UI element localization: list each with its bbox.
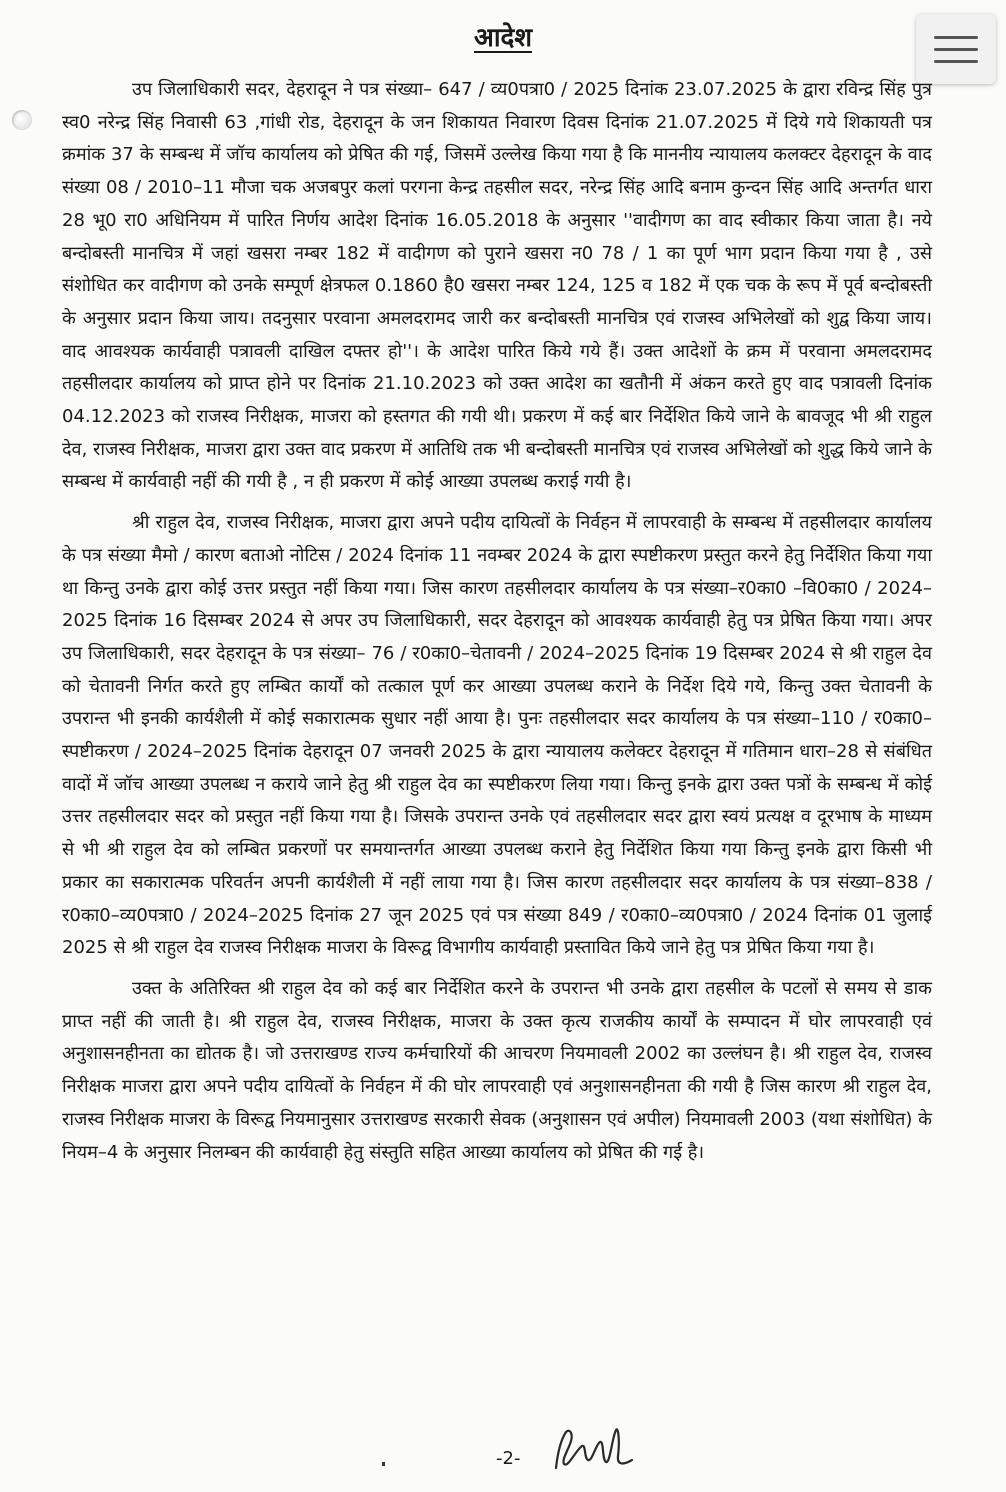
document-title: आदेश bbox=[473, 23, 533, 53]
document-body bbox=[62, 74, 932, 1177]
handwritten-signature-icon bbox=[548, 1420, 638, 1480]
ink-dot-mark bbox=[382, 1462, 385, 1466]
paragraph-1: उप जिलाधिकारी सदर, देहरादून ने पत्र संख्या– 647 / व्य0पत्रा0 / 2025 दिनांक 23.07.2025 के द्वारा रविन्द्र सिंह पुत्र स्व0 नरेन्द्र सिंह निवासी 63 ,गांधी रोड, देहरादून के जन शिकायत निवारण दिवस दिनांक 21.07.2025 में दिये गये शिकायती पत्र क्रमांक 37 के सम्बन्ध में जॉच कार्यालय को प्रेषित की गई, जिसमें उल्लेख किया गया है कि माननीय न्यायालय कलक्टर देहरादून के वाद संख्या 08 / 2010–11 मौजा चक अजबपुर कलां परगना केन्द्र तहसील सदर, नरेन्द्र सिंह आदि बनाम कुन्दन सिंह आदि अन्तर्गत धारा 28 भू0 रा0 अधिनियम में पारित निर्णय आदेश दिनांक 16.05.2018 के अनुसार ''वादीगण का वाद स्वीकार किया जाता है। नये बन्दोबस्ती मानचित्र में जहां खसरा नम्बर 182 में वादीगण को पुराने खसरा न0 78 / 1 का पूर्ण भाग प्रदान किया गया है , उसे संशोधित कर वादीगण को उनके सम्पूर्ण क्षेत्रफल 0.1860 है0 खसरा नम्बर 124, 125 व 182 में एक चक के रूप में पूर्व बन्दोबस्ती के अनुसार प्रदान किया जाय। तदनुसार परवाना अमलदरामद जारी कर बन्दोबस्ती मानचित्र एवं राजस्व अभिलेखों को शुद्व किया जाय। वाद आवश्यक कार्यवाही पत्रावली दाखिल दफ्तर हो''। के आदेश पारित किये गये हैं। उक्त आदेशों के क्रम में परवाना अमलदरामद तहसीलदार कार्यालय को प्राप्त होने पर दिनांक 21.10.2023 को उक्त आदेश का खतौनी में अंकन करते हुए वाद पत्रावली दिनांक 04.12.2023 को राजस्व निरीक्षक, माजरा को हस्तगत की गयी थी। प्रकरण में कई बार निर्देशित किये जाने के बावजूद भी श्री राहुल देव, राजस्व निरीक्षक, माजरा द्वारा उक्त वाद प्रकरण में आतिथि तक भी बन्दोबस्ती मानचित्र एवं राजस्व अभिलेखों को शुद्ध किये जाने के सम्बन्ध में कार्यवाही नहीं की गयी है , न ही प्रकरण में कोई आख्या उपलब्ध कराई गयी है। bbox=[62, 79, 932, 493]
punch-hole-mark bbox=[12, 110, 32, 130]
page-number: -2- bbox=[496, 1448, 521, 1469]
hamburger-menu-icon bbox=[934, 60, 978, 63]
paragraph-2: श्री राहुल देव, राजस्व निरीक्षक, माजरा द्वारा अपने पदीय दायित्वों के निर्वहन में लापरवाही के सम्बन्ध में तहसीलदार कार्यालय के पत्र संख्या मैमो / कारण बताओ नोटिस / 2024 दिनांक 11 नवम्बर 2024 के द्वारा स्पष्टीकरण प्रस्तुत करने हेतु निर्देशित किया गया था किन्तु उनके द्वारा कोई उत्तर प्रस्तुत नहीं किया गया। जिस कारण तहसीलदार कार्यालय के पत्र संख्या–र0का0 –वि0का0 / 2024–2025 दिनांक 16 दिसम्बर 2024 से अपर उप जिलाधिकारी, सदर देहरादून को आवश्यक कार्यवाही हेतु पत्र प्रेषित किया गया। अपर उप जिलाधिकारी, सदर देहरादून के पत्र संख्या– 76 / र0का0–चेतावनी / 2024–2025 दिनांक 19 दिसम्बर 2024 से श्री राहुल देव को चेतावनी निर्गत करते हुए लम्बित कार्यों को तत्काल पूर्ण कर आख्या उपलब्ध कराने के निर्देश दिये गये, किन्तु उक्त चेतावनी के उपरान्त भी इनकी कार्यशैली में कोई सकारात्मक सुधार नहीं आया है। पुनः तहसीलदार सदर कार्यालय के पत्र संख्या–110 / र0का0–स्पष्टीकरण / 2024–2025 दिनांक देहरादून 07 जनवरी 2025 के द्वारा न्यायालय कलेक्टर देहरादून में गतिमान धारा–28 से संबंधित वादों में जॉच आख्या उपलब्ध न कराये जाने हेतु श्री राहुल देव का स्पष्टीकरण लिया गया। किन्तु इनके द्वारा उक्त पत्रों के सम्बन्ध में कोई उत्तर तहसीलदार सदर को प्रस्तुत नहीं किया गया है। जिसके उपरान्त उनके एवं तहसीलदार सदर द्वारा स्वयं प्रत्यक्ष व दूरभाष के माध्यम से भी श्री राहुल देव को लम्बित प्रकरणों पर समयान्तर्गत आख्या उपलब्ध कराने हेतु निर्देशित किया गया किन्तु इनके द्वारा किसी भी प्रकार का सकारात्मक परिवर्तन अपनी कार्यशैली में नहीं लाया गया है। जिस कारण तहसीलदार सदर कार्यालय के पत्र संख्या–838 / र0का0–व्य0पत्रा0 / 2024–2025 दिनांक 27 जून 2025 एवं पत्र संख्या 849 / र0का0–व्य0पत्रा0 / 2024 दिनांक 01 जुलाई 2025 से श्री राहुल देव राजस्व निरीक्षक माजरा के विरूद्व विभागीय कार्यवाही प्रस्तावित किये जाने हेतु पत्र प्रेषित किया गया है। bbox=[62, 512, 932, 959]
paragraph-3: उक्त के अतिरिक्त श्री राहुल देव को कई बार निर्देशित करने के उपरान्त भी उनके द्वारा तहसील के पटलों से समय से डाक प्राप्त नहीं की जाती है। श्री राहुल देव, राजस्व निरीक्षक, माजरा के उक्त कृत्य राजकीय कार्यों के सम्पादन में घोर लापरवाही एवं अनुशासनहीनता का द्योतक है। जो उत्तराखण्ड राज्य कर्मचारियों की आचरण नियमावली 2002 का उल्लंघन है। श्री राहुल देव, राजस्व निरीक्षक माजरा द्वारा अपने पदीय दायित्वों के निर्वहन में की घोर लापरवाही एवं अनुशासनहीनता की गयी है जिस कारण श्री राहुल देव, राजस्व निरीक्षक माजरा के विरूद्व नियमानुसार उत्तराखण्ड सरकारी सेवक (अनुशासन एवं अपील) नियमावली 2003 (यथा संशोधित) के नियम–4 के अनुसार निलम्बन की कार्यवाही हेतु संस्तुति सहित आख्या कार्यालय को प्रेषित की गई है। bbox=[62, 977, 932, 1163]
